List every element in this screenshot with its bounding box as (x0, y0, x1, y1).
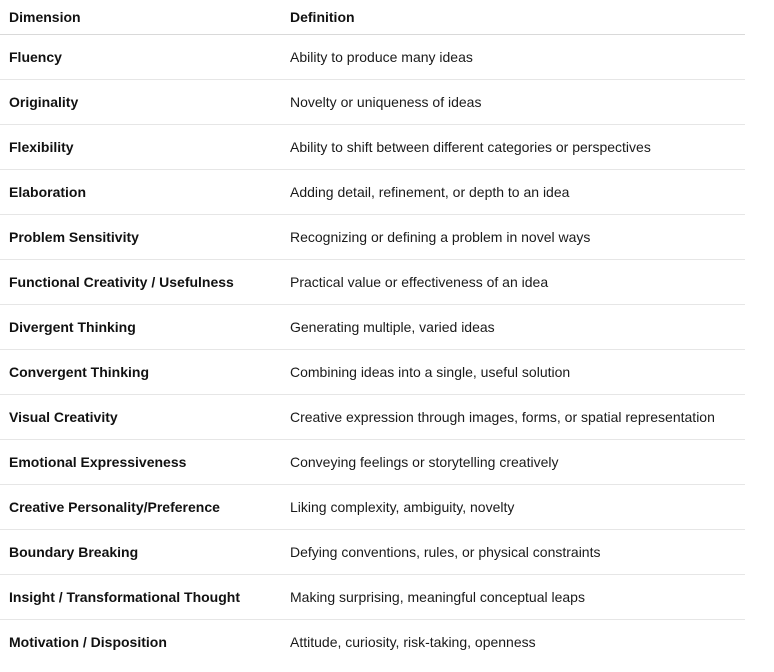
definition-cell: Recognizing or defining a problem in novel ways (281, 215, 745, 260)
table-row (0, 35, 745, 80)
dimension-cell: Fluency (0, 35, 281, 80)
dimension-cell: Creative Personality/Preference (0, 485, 281, 530)
dimension-cell: Emotional Expressiveness (0, 440, 281, 485)
definition-cell: Making surprising, meaningful conceptual leaps (281, 575, 745, 620)
table-row (0, 350, 745, 395)
table-row (0, 170, 745, 215)
definition-cell: Ability to shift between different categories or perspectives (281, 125, 745, 170)
table-row (0, 305, 745, 350)
table-row (0, 575, 745, 620)
dimension-cell: Elaboration (0, 170, 281, 215)
table-row (0, 395, 745, 440)
table-row (0, 440, 745, 485)
column-header-definition: Definition (281, 0, 745, 35)
dimension-cell: Insight / Transformational Thought (0, 575, 281, 620)
dimension-cell: Originality (0, 80, 281, 125)
definition-cell: Attitude, curiosity, risk-taking, openness (290, 634, 536, 650)
dimension-cell: Convergent Thinking (0, 350, 281, 395)
header-row (0, 0, 745, 35)
definition-cell: Conveying feelings or storytelling creatively (281, 440, 745, 485)
table-row (0, 485, 745, 530)
definition-cell: Generating multiple, varied ideas (281, 305, 745, 350)
dimension-cell: Motivation / Disposition (9, 634, 167, 650)
definition-cell: Liking complexity, ambiguity, novelty (281, 485, 745, 530)
table-header (0, 0, 745, 35)
definition-cell: Adding detail, refinement, or depth to an idea (281, 170, 745, 215)
dimension-cell: Flexibility (0, 125, 281, 170)
table-body (0, 35, 745, 665)
table-row (0, 80, 745, 125)
definition-cell: Combining ideas into a single, useful solution (281, 350, 745, 395)
definition-cell: Creative expression through images, forms, or spatial representation (281, 395, 745, 440)
table-row (0, 530, 745, 575)
table-row (0, 620, 745, 665)
table-row (0, 215, 745, 260)
definition-cell: Practical value or effectiveness of an idea (281, 260, 745, 305)
definition-cell: Novelty or uniqueness of ideas (281, 80, 745, 125)
definition-cell: Defying conventions, rules, or physical constraints (281, 530, 745, 575)
dimension-cell: Boundary Breaking (0, 530, 281, 575)
table-row (0, 260, 745, 305)
definition-cell: Ability to produce many ideas (281, 35, 745, 80)
dimension-cell: Visual Creativity (0, 395, 281, 440)
dimension-cell: Problem Sensitivity (0, 215, 281, 260)
dimension-cell: Divergent Thinking (0, 305, 281, 350)
table-row (0, 125, 745, 170)
column-header-dimension: Dimension (0, 0, 281, 35)
dimension-cell: Functional Creativity / Usefulness (0, 260, 281, 305)
